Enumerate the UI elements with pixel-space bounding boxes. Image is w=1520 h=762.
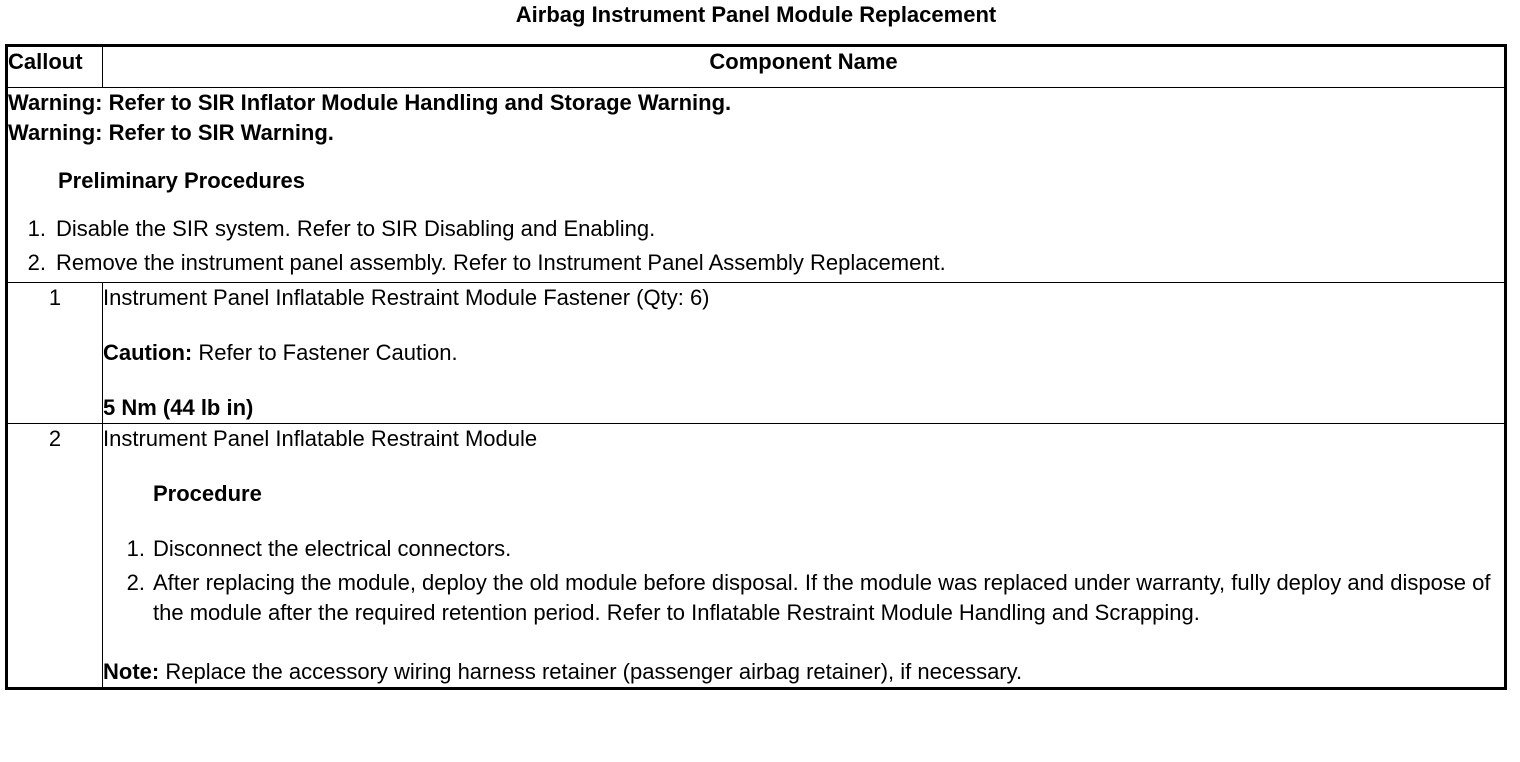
note-label: Note: <box>103 659 160 684</box>
step-number: 1. <box>27 216 46 241</box>
warning-inflator: Warning: Refer to SIR Inflator Module Handling and Storage Warning. <box>8 90 732 115</box>
step-text: Remove the instrument panel assembly. Refer to Instrument Panel Assembly Replacement. <box>56 250 946 275</box>
step-number: 2. <box>27 250 46 275</box>
procedure-table <box>5 44 1507 690</box>
table-row <box>7 283 1506 424</box>
caution-text: Refer to Fastener Caution. <box>192 340 458 365</box>
caution-label: Caution: <box>103 340 193 365</box>
component-description <box>103 283 1506 424</box>
torque-spec: 5 Nm (44 lb in) <box>103 395 254 420</box>
header-callout: Callout <box>7 46 103 88</box>
step-number: 1. <box>126 536 145 561</box>
list-item <box>8 248 1504 278</box>
header-component-name: Component Name <box>103 46 1506 88</box>
warning-sir: Warning: Refer to SIR Warning. <box>8 120 334 145</box>
preliminary-steps <box>8 214 1504 278</box>
preliminary-cell <box>7 88 1506 283</box>
list-item <box>8 214 1504 244</box>
step-text: After replacing the module, deploy the old module before disposal. If the module was replaced under warranty, fully deploy and dispose of the module after the required retention period. Refer to Inflatable Restraint Module Handling and Scrapping. <box>153 570 1491 625</box>
procedure-steps <box>103 534 1504 628</box>
caution-line <box>103 338 1504 368</box>
note-line <box>103 657 1504 687</box>
callout-number: 2 <box>7 424 103 689</box>
component-description <box>103 424 1506 689</box>
step-text: Disconnect the electrical connectors. <box>153 536 512 561</box>
step-text: Disable the SIR system. Refer to SIR Disabling and Enabling. <box>56 216 656 241</box>
preliminary-heading: Preliminary Procedures <box>58 168 306 193</box>
callout-number: 1 <box>7 283 103 424</box>
procedure-heading: Procedure <box>153 481 262 506</box>
preliminary-row <box>7 88 1506 283</box>
step-number: 2. <box>126 570 145 595</box>
note-text: Replace the accessory wiring harness retainer (passenger airbag retainer), if necessary. <box>159 659 1023 684</box>
list-item <box>103 568 1504 628</box>
table-row <box>7 424 1506 689</box>
list-item <box>103 534 1504 564</box>
document-title: Airbag Instrument Panel Module Replacement <box>515 2 997 27</box>
component-name: Instrument Panel Inflatable Restraint Module <box>103 426 538 451</box>
table-header-row <box>7 46 1506 88</box>
component-name: Instrument Panel Inflatable Restraint Module Fastener (Qty: 6) <box>103 285 710 310</box>
